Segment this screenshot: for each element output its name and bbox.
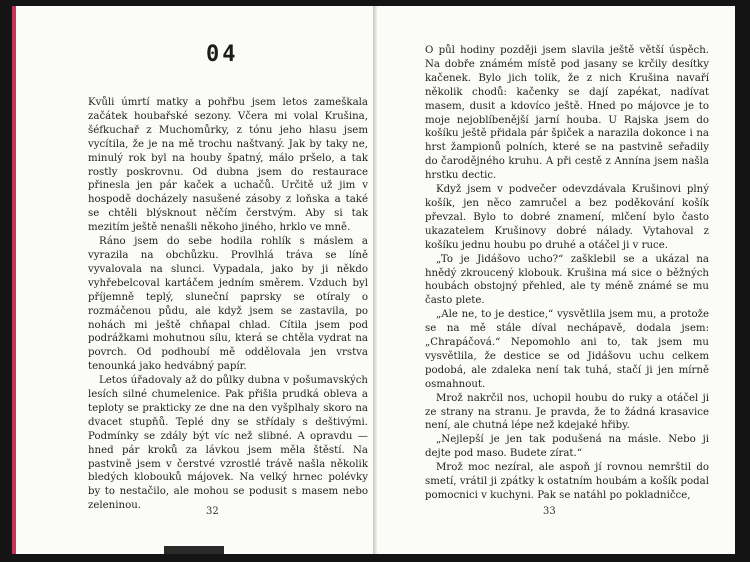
paragraph: „To je Jidášovo ucho?“ zašklebil se a ukázal na hnědý zkroucený klobouk. Krušina má sice o běžných houbách obstojný přehled, ale ty méně známé se mu často plete. (425, 253, 709, 307)
right-page (377, 6, 735, 554)
paragraph: Když jsem v podvečer odevzdávala Krušinovi plný košík, jen něco zamručel a bez poděkování košík převzal. Bylo to dobré znamení, mlčení bylo často ukazatelem Krušinovy dobré nálady. Vytahoval z košíku jednu houbu po druhé a otáčel ji v ruce. (425, 184, 709, 251)
page-number: 33 (543, 506, 556, 517)
paragraph: Ráno jsem do sebe hodila rohlík s máslem a vyrazila na obchůzku. Provlhlá tráva se líně vyvalovala na slunci. Vypadala, jako by ji někdo vyhřebelcoval kartáčem jedním směrem. Vzduch byl příjemně teplý, sluneční paprsky se otíraly o rozmáčenou půdu, ale když jsem se zastavila, po nohách mi ještě chňapal chlad. Cítila jsem pod podrážkami mohutnou sílu, která se chtěla vydrat na povrch. Od podhoubí mě oddělovala jen vrstva tenounká jako hedvábný papír. (88, 236, 368, 373)
paragraph: Mrož moc nezíral, ale aspoň jí rovnou nemrštil do smetí, vrátil ji zpátky k ostatním houbám a košík podal pomocnici v kuchyni. Pak se natáhl po pokladničce, (425, 462, 709, 501)
left-page-text (88, 96, 368, 513)
paragraph: Letos úřadovaly až do půlky dubna v pošumavských lesích silné chumelenice. Pak přišla prudká obleva a teploty se prakticky ze dne na den vyšplhaly skoro na dvacet stupňů. Teplé dny se střídaly s deštivými. Podmínky se zdály být víc než slibné. A opravdu — hned pár kroků za lávkou jsem měla štěstí. Na pastvině jsem v čerstvé vzrostlé trávě našla několik bledých klobouků májovek. Na velký hrnec polévky by to nestačilo, ale mohou se podusit s masem nebo zeleninou. (88, 375, 368, 512)
paragraph: Kvůli úmrtí matky a pohřbu jsem letos zameškala začátek houbařské sezony. Včera mi volal Krušina, šéfkuchař z Muchomůrky, z tónu jeho hlasu jsem vycítila, že je na mě trochu naštvaný. Jak by taky ne, minulý rok byl na houby špatný, málo pršelo, a tak rostly poskrovnu. Od dubna jsem do restaurace přinesla jen pár kaček a uchačů. Určitě už jim v hospodě docházely nasušené zásoby z loňska a také se chtěli blýsknout něčím čerstvým. Aby si tak mezitím ještě nenašli někoho jiného, hrklo ve mně. (88, 97, 368, 234)
paragraph: „Ale ne, to je destice,“ vysvětlila jsem mu, a protože se na mě stále díval nechápavě, dodala jsem: „Chrapáčová.“ Nepomohlo ani to, tak jsem mu vysvětlila, že destice se od Jidášovu uchu celkem podobá, ale zdaleka není tak tuhá, stačí ji jen mírně osmahnout. (425, 309, 709, 390)
chapter-number: 04 (206, 42, 239, 67)
left-page (12, 6, 377, 554)
paragraph: Mrož nakrčil nos, uchopil houbu do ruky a otáčel ji ze strany na stranu. Je pravda, že to žádná krasavice není, ale chutná lépe než kdejaké hřiby. (425, 392, 709, 432)
paragraph: O půl hodiny později jsem slavila ještě větší úspěch. Na dobře známém místě pod jasany se krčily desítky kačenek. Bylo jich tolik, že z nich Krušina navaří několik chodů: kačenky se dají zapékat, nadívat masem, dusit a kdovíco ještě. Hned po májovce je to moje nejoblíbenější jarní houba. U Rajska jsem do košíku ještě přidala pár špiček a narazila dokonce i na hrst žampionů polních, které se na pastvině seřadily do čarodějného kruhu. A při cestě z Annína jsem našla hrstku dectic. (425, 45, 709, 182)
page-number: 32 (206, 506, 219, 517)
edge-mark (164, 546, 224, 554)
paragraph: „Nejlepší je jen tak podušená na másle. Nebo ji dejte pod maso. Budete zírat.“ (425, 434, 709, 460)
right-page-text (425, 44, 709, 503)
